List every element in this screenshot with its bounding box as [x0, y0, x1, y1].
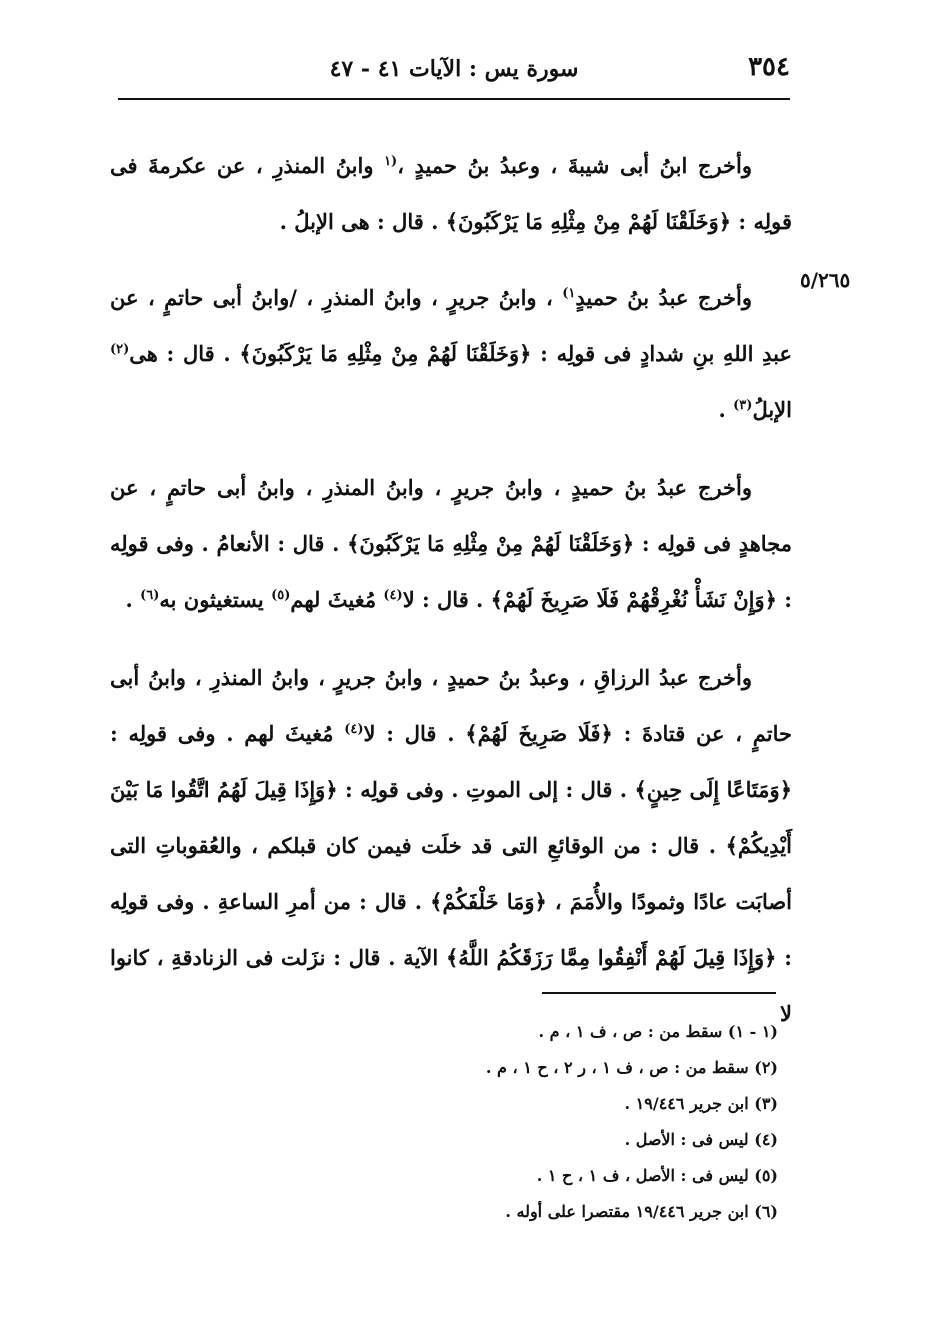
paragraph-ikrimah: [110, 138, 792, 250]
quran-verse: ﴿وَخَلَقْنَا لَهُمْ مِنْ مِثْلِهِ مَا يَرْكَبُونَ﴾: [347, 531, 635, 556]
paragraph-text: مُغيثَ لهم . وفى قولِه :: [110, 721, 345, 746]
footnote-separator: [542, 992, 776, 994]
quran-verse: ﴿وَخَلَقْنَا لَهُمْ مِنْ مِثْلِهِ مَا يَرْكَبُونَ﴾: [445, 209, 732, 234]
footnote-6: (٦) ابن جرير ١٩/٤٤٦ مقتصرا على أوله .: [505, 1202, 778, 1221]
quran-verse: ﴿وَإِذَا قِيلَ لَهُمُ اتَّقُوا مَا بَيْنَ أَيْدِيكُمْ﴾: [110, 777, 792, 858]
page-number: ٣٥٤: [748, 52, 790, 82]
quran-verse: ﴿وَإِذَا قِيلَ لَهُمْ أَنْفِقُوا مِمَّا رَزَقَكُمُ اللَّهُ﴾: [446, 945, 777, 970]
paragraph-text: . قال : إلى الموتِ . وفى قولِه :: [337, 777, 635, 802]
footnote-1: (١ - ١) سقط من : ص ، ف ١ ، م .: [538, 1022, 778, 1041]
margin-page-reference: ٥/٢٦٥: [800, 268, 851, 292]
paragraph-text: مُغيثَ لهم: [290, 587, 384, 612]
paragraph-text: وابنُ المنذرِ ، عن عكرمةَ فى قولِه :: [110, 153, 792, 234]
running-head: سورة يس : الآيات ٤١ - ٤٧: [329, 56, 579, 82]
paragraph-text: . قال : من أمرِ الساعةِ . وفى قولِه :: [110, 889, 792, 970]
footnote-ref-3: (٣): [733, 398, 753, 413]
footnote-ref-1: (١: [384, 154, 398, 169]
paragraph-text: . قال : من الوقائعِ التى قد خلَت فيمن كان قبلكم ، والعُقوباتِ التى أصابَت عادًا وثمودًا والأُمَمَ ،: [110, 833, 793, 914]
footnote-ref-6: (٦): [140, 588, 160, 603]
footnote-ref-4: (٤): [344, 722, 364, 737]
paragraph-text: وأخرج عبدُ بنُ حميدٍ ، وابنُ جريرٍ ، وابنُ المنذرِ ، وابنُ أبى حاتمٍ ، عن مجاهدٍ فى قولِه :: [110, 475, 792, 556]
footnote-4: (٤) ليس فى : الأصل .: [624, 1130, 778, 1149]
paragraph-ibn-shaddad: [110, 270, 792, 438]
paragraph-text: وأخرج عبدُ الرزاقِ ، وعبدُ بنُ حميدٍ ، وابنُ جريرٍ ، وابنُ المنذرِ ، وابنُ أبى حاتمٍ ، عن قتادةَ :: [110, 665, 792, 746]
paragraph-text: يستغيثون به: [159, 587, 272, 612]
footnote-5: (٥) ليس فى : الأصل ، ف ١ ، ح ١ .: [536, 1166, 778, 1185]
paragraph-text: وأخرج عبدُ بنُ حميدٍ: [575, 285, 752, 310]
quran-verse: ﴿فَلَا صَرِيخَ لَهُمْ﴾: [465, 721, 613, 746]
footnotes: [300, 1014, 778, 1230]
header-rule: [118, 98, 790, 100]
paragraph-qatadah: [110, 650, 792, 1042]
paragraph-text: ، وابنُ جريرٍ ، وابنُ المنذرِ ، /وابنُ أبى حاتمٍ ، عن عبدِ اللهِ بنِ شدادٍ فى قولِه :: [110, 285, 792, 366]
paragraph-text: الآية . قال : نزَلت فى الزنادقةِ ، كانوا لا: [110, 945, 792, 1026]
footnote-ref-5: (٥): [271, 588, 291, 603]
paragraph-text: .: [125, 587, 141, 612]
page-header: [118, 52, 790, 92]
paragraph-text: وأخرج ابنُ أبى شيبةَ ، وعبدُ بنُ حميدٍ ،: [397, 153, 752, 178]
paragraph-text: . قال : لا: [363, 721, 466, 746]
paragraph-mujahid: [110, 460, 792, 628]
paragraph-text: . قال : هى: [129, 341, 240, 366]
footnote-ref-2: (٢): [110, 342, 130, 357]
quran-verse: ﴿وَمَا خَلْفَكُمْ﴾: [430, 889, 547, 914]
quran-verse: ﴿وَخَلَقْنَا لَهُمْ مِنْ مِثْلِهِ مَا يَرْكَبُونَ﴾: [239, 341, 532, 366]
footnote-2: (٢) سقط من : ص ، ف ١ ، ر ٢ ، ح ١ ، م .: [485, 1058, 778, 1077]
footnote-3: (٣) ابن جرير ١٩/٤٤٦ .: [624, 1094, 778, 1113]
footnote-ref-4: (٤): [383, 588, 403, 603]
paragraph-text: . قال : هى الإبلُ .: [279, 209, 446, 234]
quran-verse: ﴿وَإِنْ نَشَأْ نُغْرِقْهُمْ فَلَا صَرِيخَ لَهُمْ﴾: [490, 587, 777, 612]
paragraph-text: الإبلُ: [752, 397, 792, 422]
paragraph-text: .: [718, 397, 734, 422]
quran-verse: ﴿وَمَتَاعًا إِلَى حِينٍ﴾: [634, 777, 793, 802]
paragraph-text: . قال : الأنعامُ . وفى قولِه :: [110, 531, 792, 612]
footnote-ref-1: ١): [562, 286, 576, 301]
paragraph-text: . قال : لا: [402, 587, 491, 612]
main-text: [110, 138, 792, 1064]
